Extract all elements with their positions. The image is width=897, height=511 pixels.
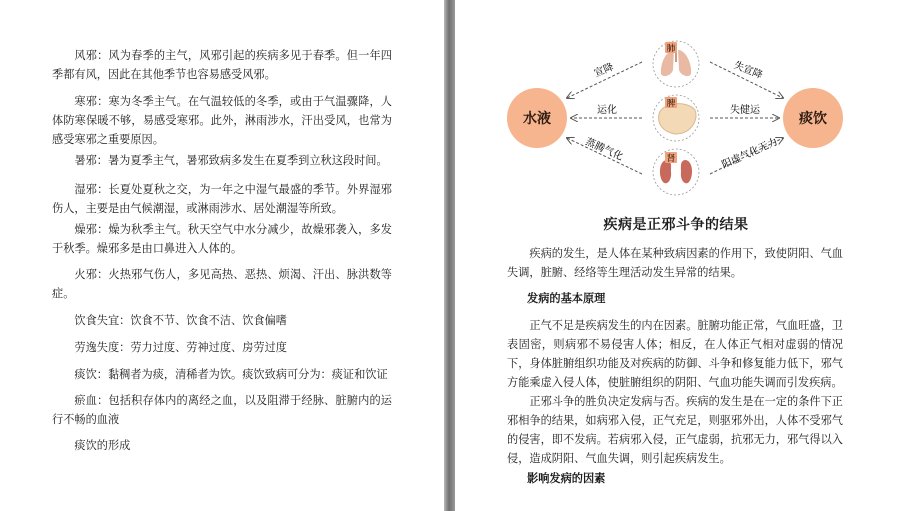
intro-paragraph: 疾病的发生，是人体在某种致病因素的作用下，致使阴阳、气血失调，脏腑、经络等生理活动发生异常的结果。 bbox=[507, 247, 843, 279]
phlegm-formation-diagram bbox=[507, 40, 845, 196]
label-steaming-qi: 蒸腾气化 bbox=[583, 136, 625, 163]
label-transport-transform: 运化 bbox=[597, 105, 617, 116]
paragraph-phlegm-formation: 痰饮的形成 bbox=[74, 439, 131, 452]
label-yang-deficiency: 阳虚气化无力 bbox=[720, 136, 780, 171]
paragraph-damp-evil: 湿邪：长夏处夏秋之交，为一年之中湿气最盛的季节。外界湿邪伤人，主要是由气候潮湿，或淋雨涉水、居处潮湿等所致。 bbox=[52, 183, 392, 215]
water-fluid-label: 水液 bbox=[523, 111, 551, 127]
paragraph-wind-evil: 风邪：风为春季的主气，风邪引起的疾病多见于春季。但一年四季都有风，因此在其他季节也容易感受风邪。 bbox=[52, 49, 392, 81]
left-page bbox=[0, 0, 444, 511]
kidney-organ bbox=[653, 149, 699, 195]
paragraph-dry-evil: 燥邪：燥为秋季主气。秋天空气中水分减少，故燥邪袭入，多发于秋季。燥邪多是由口鼻进入人体的。 bbox=[52, 223, 392, 255]
phlegm-label: 痰饮 bbox=[799, 111, 827, 127]
paragraph-fire-evil: 火邪：火热邪气伤人，多见高热、恶热、烦渴、汗出、脉洪数等症。 bbox=[52, 268, 392, 300]
paragraph-improper-diet: 饮食失宜：饮食不节、饮食不洁、饮食偏嗜 bbox=[74, 314, 287, 327]
right-page bbox=[455, 0, 897, 511]
label-loss-transport: 失健运 bbox=[730, 105, 760, 116]
paragraph-struggle-outcome: 正邪斗争的胜负决定发病与否。疾病的发生是在一定的条件下正邪相争的结果，如病邪入侵，正气充足，则驱邪外出，人体不受邪气的侵害，即不发病。若病邪入侵，正气虚弱，抗邪无力，邪气得以入侵，造成阴阳、气血失调，则引起疾病发生。 bbox=[507, 395, 843, 465]
kidney-label: 肾 bbox=[666, 154, 676, 164]
book-gutter bbox=[444, 0, 455, 511]
subsection-title-basic-principle: 发病的基本原理 bbox=[527, 291, 606, 305]
paragraph-phlegm: 痰饮：黏稠者为痰，清稀者为饮。痰饮致病可分为：痰证和饮证 bbox=[74, 368, 388, 381]
spleen-organ bbox=[653, 95, 699, 141]
paragraph-blood-stasis: 瘀血：包括积存体内的离经之血，以及阻滞于经脉、脏腑内的运行不畅的血液 bbox=[52, 394, 392, 426]
spleen-label: 脾 bbox=[666, 99, 676, 109]
paragraph-healthy-qi-deficiency: 正气不足是疾病发生的内在因素。脏腑功能正常，气血旺盛，卫表固密，则病邪不易侵害人体；相反，在人体正气相对虚弱的情况下，身体脏腑组织功能及对疾病的防御、斗争和修复能力低下，邪气方能乘虚入侵人体，使脏腑组织的阴阳、气血功能失调而引发疾病。 bbox=[507, 319, 843, 389]
section-title: 疾病是正邪斗争的结果 bbox=[603, 217, 749, 233]
label-loss-disperse: 失宣降 bbox=[731, 59, 764, 82]
paragraph-summer-heat-evil: 暑邪：暑为夏季主气，暑邪致病多发生在夏季到立秋这段时间。 bbox=[74, 154, 388, 167]
paragraph-cold-evil: 寒邪：寒为冬季主气。在气温较低的冬季，或由于气温骤降，人体防寒保暖不够，易感受寒邪。此外，淋雨涉水，汗出受风，也常为感受寒邪之重要原因。 bbox=[52, 95, 392, 146]
lung-label: 肺 bbox=[666, 44, 676, 54]
lung-organ bbox=[653, 41, 699, 87]
label-disperse-descend: 宣降 bbox=[592, 61, 616, 80]
subsection-title-influencing-factors: 影响发病的因素 bbox=[527, 471, 606, 485]
paragraph-overstrain: 劳逸失度：劳力过度、劳神过度、房劳过度 bbox=[74, 341, 287, 354]
